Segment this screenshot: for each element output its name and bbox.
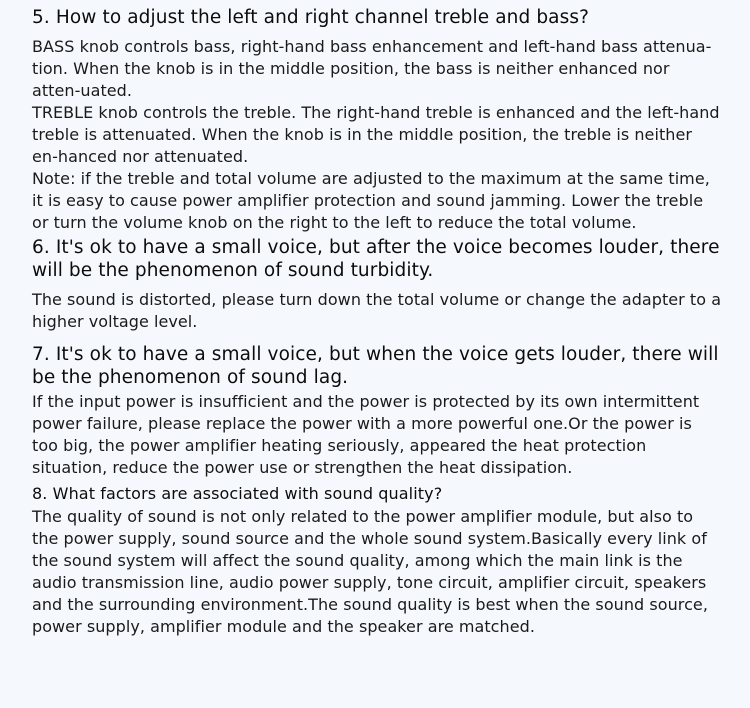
section-5-treble-paragraph: TREBLE knob controls the treble. The right-hand treble is enhanced and the left-hand treble is attenuated. When the knob is in the middle position, the treble is neither en-hanced nor attenuated. xyxy=(32,103,720,166)
section-6-paragraph: The sound is distorted, please turn down the total volume or change the adapter to a higher voltage level. xyxy=(32,290,722,331)
section-7-paragraph: If the input power is insufficient and the power is protected by its own intermittent power failure, please replace the power with a more powerful one.Or the power is too big, the power amplifier heating seriously, appeared the heat protection situation, reduce the power use or strengthen the heat dissipation. xyxy=(32,392,700,477)
section-8-heading: 8. What factors are associated with sound quality? xyxy=(32,484,443,503)
section-5-heading: 5. How to adjust the left and right channel treble and bass? xyxy=(32,7,589,28)
section-6-heading: 6. It's ok to have a small voice, but after the voice becomes louder, there will be the phenomenon of sound turbidity. xyxy=(32,237,720,281)
section-5-bass-paragraph: BASS knob controls bass, right-hand bass enhancement and left-hand bass attenua-tion. When the knob is in the middle position, the bass is neither enhanced nor atten-uated. xyxy=(32,37,712,100)
section-7-heading: 7. It's ok to have a small voice, but when the voice gets louder, there will be the phenomenon of sound lag. xyxy=(32,344,719,388)
section-8-paragraph: The quality of sound is not only related to the power amplifier module, but also to the power supply, sound source and the whole sound system.Basically every link of the sound system will affect the sound quality, among which the main link is the audio transmission line, audio power supply, tone circuit, amplifier circuit, speakers and the surrounding environment.The sound quality is best when the sound source, power supply, amplifier module and the speaker are matched. xyxy=(32,507,708,636)
section-5-note-paragraph: Note: if the treble and total volume are adjusted to the maximum at the same time, it is easy to cause power amplifier protection and sound jamming. Lower the treble or turn the volume knob on the right to the left to reduce the total volume. xyxy=(32,169,710,232)
